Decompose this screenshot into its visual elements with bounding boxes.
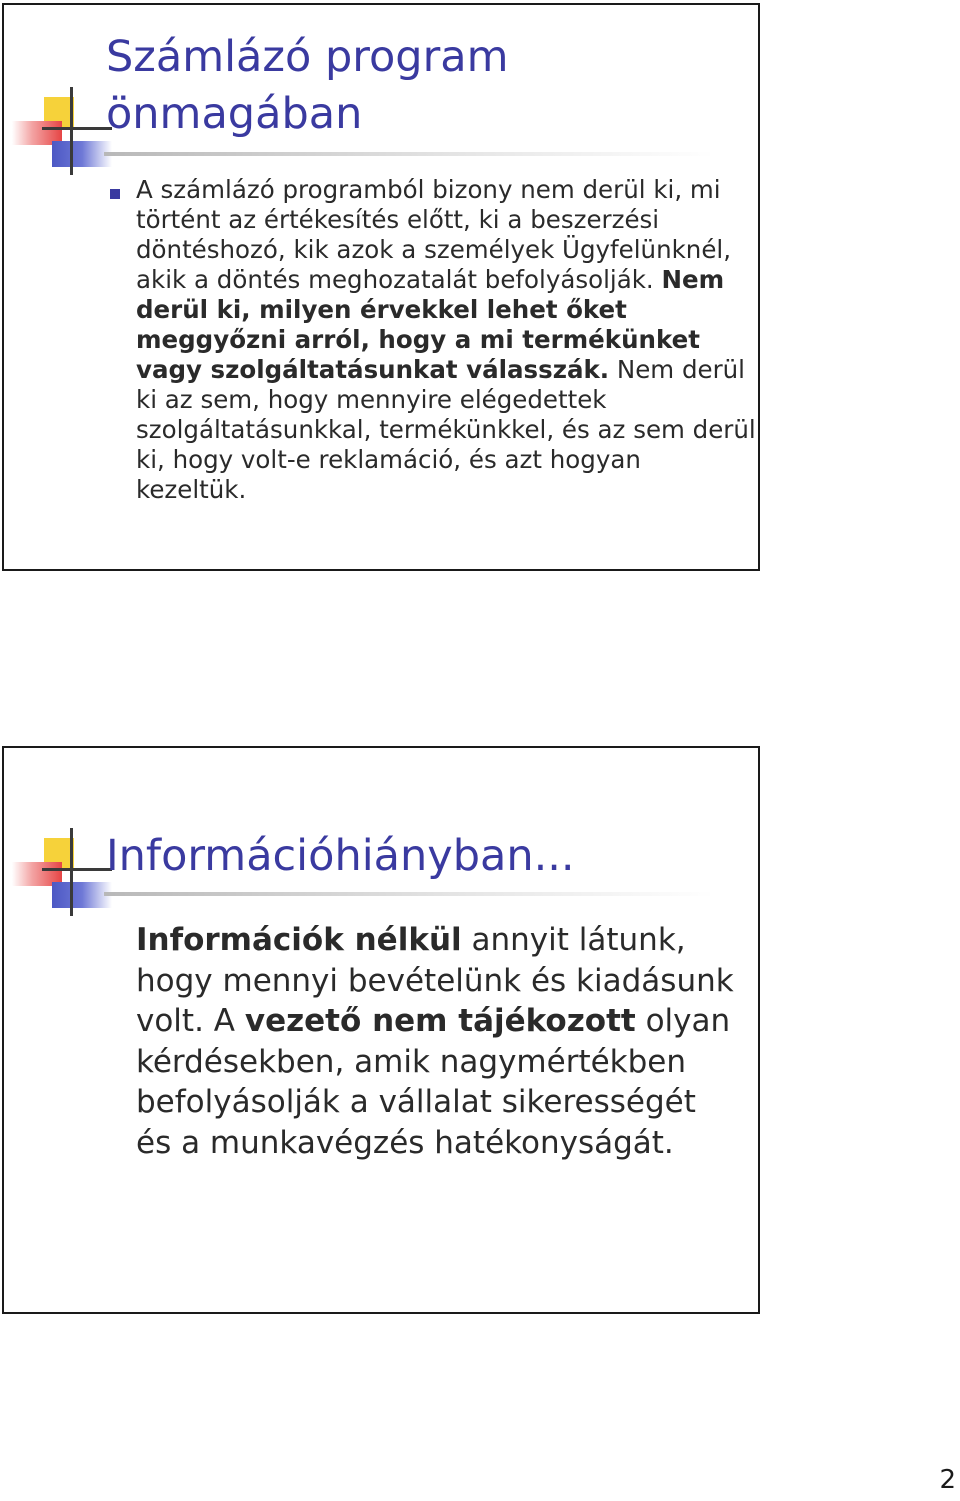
body-text-bold: Nem derül ki, milyen érvekkel lehet őket meggyőzni arról, hogy a mi termékünket vagy szolgáltatásunkat válasszák. [136, 265, 725, 384]
slide-body-text [136, 175, 756, 505]
page-number: 2 [939, 1465, 956, 1495]
slide-logo-icon [12, 828, 112, 923]
slide-title-line-2: önmagában [106, 89, 363, 139]
body-text-part: olyan kérdésekben, amik nagymértékben befolyásolják a vállalat sikerességét és a munkavégzés hatékonyságát. [136, 1003, 731, 1161]
body-text-part: Nem derül ki az sem, hogy mennyire elégedettek szolgáltatásunkkal, termékünkkel, és az sem derül ki, hogy volt-e reklamáció, és azt hogyan kezeltük. [136, 355, 756, 504]
title-divider [104, 892, 714, 896]
slide-title-line-1: Számlázó program [106, 32, 509, 82]
body-text-bold: vezető nem tájékozott [244, 1003, 636, 1039]
square-bullet-icon [110, 189, 120, 199]
slide-body-text [136, 920, 736, 1163]
title-divider [104, 152, 714, 156]
slide-1 [2, 3, 760, 571]
body-text-part: annyit látunk, hogy mennyi bevételünk és kiadásunk volt. A [136, 922, 734, 1039]
slide-title: Információhiányban... [106, 831, 575, 881]
slide-title [106, 29, 509, 143]
body-text-bold: Információk nélkül [136, 922, 462, 958]
body-text-part: A számlázó programból bizony nem derül ki, mi történt az értékesítés előtt, ki a beszerzési döntéshozó, kik azok a személyek Ügyfelünknél, akik a döntés meghozatalát befolyásolják. [136, 175, 731, 294]
slide-2 [2, 746, 760, 1314]
slide-logo-icon [12, 87, 112, 182]
